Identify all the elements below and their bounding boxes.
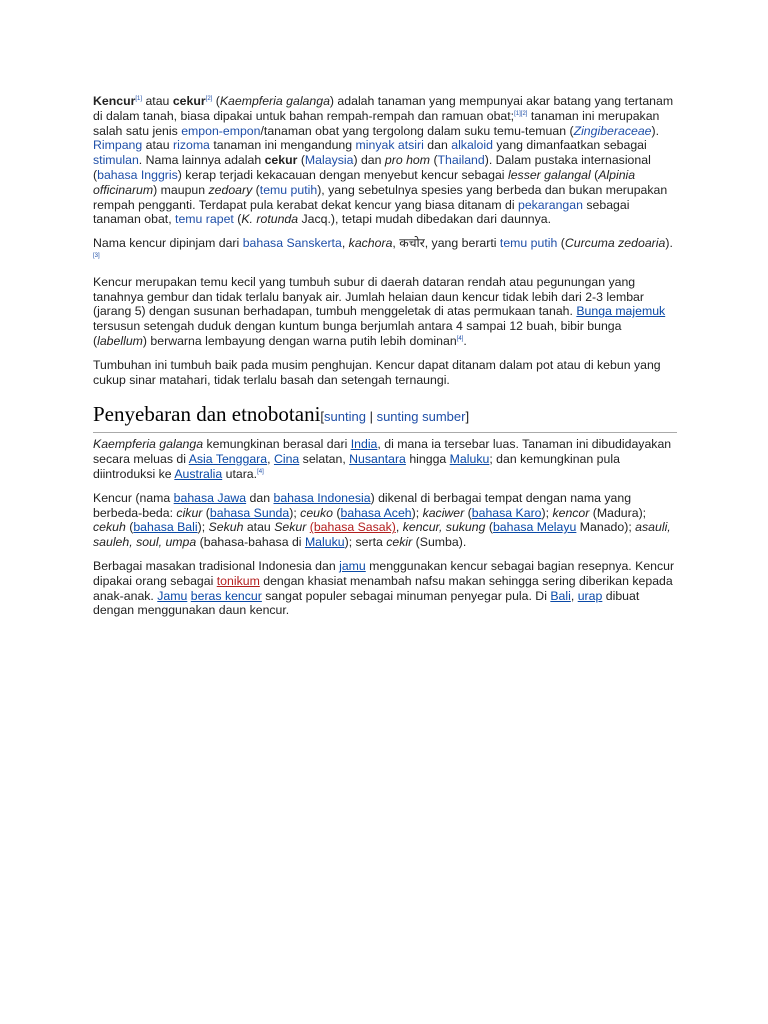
link-maluku[interactable]: Maluku [449,452,490,467]
link-zingiberaceae[interactable]: Zingiberaceae [573,123,652,138]
link-bahasa-karo[interactable]: bahasa Karo [471,505,542,520]
term-labellum: labellum [97,333,143,348]
ref-2[interactable]: [2] [520,110,528,117]
term-cekur: cekur [172,94,206,108]
link-rizoma[interactable]: rizoma [173,138,210,153]
section-title: Penyebaran dan etnobotani [93,402,321,427]
term-ceuko: ceuko [300,505,333,520]
link-pekarangan[interactable]: pekarangan [517,197,583,212]
link-temu-rapet[interactable]: temu rapet [175,212,234,227]
link-cina[interactable]: Cina [273,452,300,467]
ref-1[interactable]: [1] [135,96,143,102]
term-cekuh: cekuh [93,520,126,535]
link-maluku-2[interactable]: Maluku [304,535,345,550]
link-india[interactable]: India [350,437,378,452]
link-bahasa-melayu[interactable]: bahasa Melayu [492,520,577,535]
edit-link[interactable]: sunting [324,409,366,425]
term-asauli: asauli, sauleh, soul, umpa [93,520,671,550]
local-names-paragraph: Kencur (nama bahasa Jawa dan bahasa Indonesia) dikenal di berbagai tempat dengan nama yang berbeda-beda: cikur (bahasa Sunda); ceuko (bahasa Aceh); kaciwer (bahasa Karo); kencor (Madura); cekuh (bahasa Bali); Sekuh atau Sekur (bahasa Sasak), kencur, sukung (bahasa Melayu Manado); asauli, sauleh, soul, umpa (bahasa-bahasa di Maluku); serta cekir (Sumba). [93,490,671,550]
intro-paragraph: Kencur[1] atau cekur[2] (Kaempferia galanga) adalah tanaman yang mempunyai akar batang yang tertanam di dalam tanah, biasa dipakai untuk bahan rempah-rempah dan ramuan obat;[1][2] tanaman ini merupakan salah satu jenis empon-empon/tanaman obat yang tergolong dalam suku temu-temuan (Zingiberaceae). Rimpang atau rizoma tanaman ini mengandung minyak atsiri dan alkaloid yang dimanfaatkan sebagai stimulan. Nama lainnya adalah cekur (Malaysia) dan pro hom (Thailand). Dalam pustaka internasional (bahasa Inggris) kerap terjadi kekacauan dengan menyebut kencur sebagai lesser galangal (Alpinia officinarum) maupun zedoary (temu putih), yang sebetulnya spesies yang berbeda dan bukan merupakan rempah pengganti. Terdapat pula kerabat dekat kencur yang biasa ditanam di pekarangan sebagai tanaman obat, temu rapet (K. rotunda Jacq.), tetapi mudah dibedakan dari daunnya. [93,94,674,227]
scientific-name-2: Kaempferia galanga [93,437,204,452]
link-malaysia[interactable]: Malaysia [304,153,354,168]
term-cekur-2: cekur [264,153,298,168]
link-australia[interactable]: Australia [174,466,223,481]
term-kaciwer: kaciwer [422,505,465,520]
link-minyak-atsiri[interactable]: minyak atsiri [355,138,424,153]
link-bahasa-jawa[interactable]: bahasa Jawa [173,490,247,505]
term-curcuma-zedoaria: Curcuma zedoaria [564,236,666,251]
link-bunga-majemuk[interactable]: Bunga majemuk [576,304,666,319]
link-empon-empon[interactable]: empon-empon [181,123,261,138]
link-rimpang[interactable]: Rimpang [93,138,143,153]
term-kencur-sukung: kencur, sukung [402,520,486,535]
link-bali[interactable]: Bali [550,588,571,603]
link-temu-putih[interactable]: temu putih [259,182,318,197]
term-sekur: Sekur [274,520,307,535]
term-cikur: cikur [176,505,203,520]
term-kencur: Kencur [93,94,136,108]
term-sekuh: Sekuh [208,520,244,535]
growth-paragraph: Tumbuhan ini tumbuh baik pada musim penghujan. Kencur dapat ditanam dalam pot atau di kebun yang cukup sinar matahari, tidak terlalu basah dan setengah ternaungi. [93,357,661,387]
link-bahasa-inggris[interactable]: bahasa Inggris [97,167,178,182]
culinary-paragraph: Berbagai masakan tradisional Indonesia dan jamu menggunakan kencur sebagai bagian resepnya. Kencur dipakai orang sebagai tonikum dengan khasiat menambah nafsu makan sehingga sering diberikan kepada anak-anak. Jamu beras kencur sangat populer sebagai minuman penyegar pula. Di Bali, urap dibuat dengan menggunakan daun kencur. [93,558,675,618]
link-bahasa-indonesia[interactable]: bahasa Indonesia [273,490,371,505]
scientific-name: Kaempferia galanga [219,94,330,108]
edit-source-link[interactable]: sunting sumber [376,409,466,425]
link-bahasa-sunda[interactable]: bahasa Sunda [209,505,290,520]
term-k-rotunda: K. rotunda [241,212,299,227]
link-bahasa-aceh[interactable]: bahasa Aceh [340,505,412,520]
link-stimulan[interactable]: stimulan [93,153,139,168]
link-nusantara[interactable]: Nusantara [349,452,406,467]
term-lesser-galangal: lesser galangal [507,167,591,182]
link-alkaloid[interactable]: alkaloid [451,138,493,153]
link-thailand[interactable]: Thailand [437,153,485,168]
link-urap[interactable]: urap [577,588,603,603]
link-bahasa-bali[interactable]: bahasa Bali [133,520,198,535]
ref-2[interactable]: [2] [205,96,213,102]
section-heading [93,401,677,433]
section-edit-links: [sunting | sunting sumber] [320,409,470,425]
ref-4[interactable]: [4] [257,468,264,475]
description-paragraph: Kencur merupakan temu kecil yang tumbuh subur di daerah dataran rendah atau pegunungan yang tanahnya gembur dan tidak terlalu banyak air. Jumlah helaian daun kencur tidak lebih dari 2-3 lembar (jarang 5) dengan susunan berhadapan, tumbuh menggeletak di atas permukaan tanah. Bunga majemuk tersusun setengah duduk dengan kuntum bunga berjumlah antara 4 sampai 12 buah, bibir bunga (labellum) berwarna lembayung dengan warna putih lebih dominan[4]. [93,274,666,348]
term-kencor: kencor [552,505,590,520]
link-jamu-2[interactable]: Jamu [157,588,188,603]
ref-3[interactable]: [3] [93,252,100,259]
distribution-paragraph: Kaempferia galanga kemungkinan berasal dari India, di mana ia tersebar luas. Tanaman ini dibudidayakan secara meluas di Asia Tenggara, Cina selatan, Nusantara hingga Maluku; dan kemungkinan pula diintroduksi ke Australia utara.[4] [93,437,672,481]
ref-4[interactable]: [4] [456,335,464,342]
link-tonikum[interactable]: tonikum [216,573,260,588]
term-alpinia: Alpinia officinarum [93,167,636,197]
article-body [93,94,677,618]
link-asia-tenggara[interactable]: Asia Tenggara [188,452,268,467]
term-kachora: kachora [348,236,393,251]
link-beras-kencur[interactable]: beras kencur [190,588,262,603]
term-pro-hom: pro hom [384,153,431,168]
link-bahasa-sasak[interactable]: (bahasa Sasak) [309,520,396,535]
etymology-paragraph: Nama kencur dipinjam dari bahasa Sanskerta, kachora, कचोर, yang berarti temu putih (Curcuma zedoaria).[3] [93,236,673,259]
ref-1[interactable]: [1] [514,110,521,117]
link-jamu[interactable]: jamu [339,558,366,573]
term-cekir: cekir [386,535,413,550]
link-temu-putih-2[interactable]: temu putih [499,236,558,251]
link-bahasa-sanskerta[interactable]: bahasa Sanskerta [242,236,342,251]
term-zedoary: zedoary [208,182,253,197]
